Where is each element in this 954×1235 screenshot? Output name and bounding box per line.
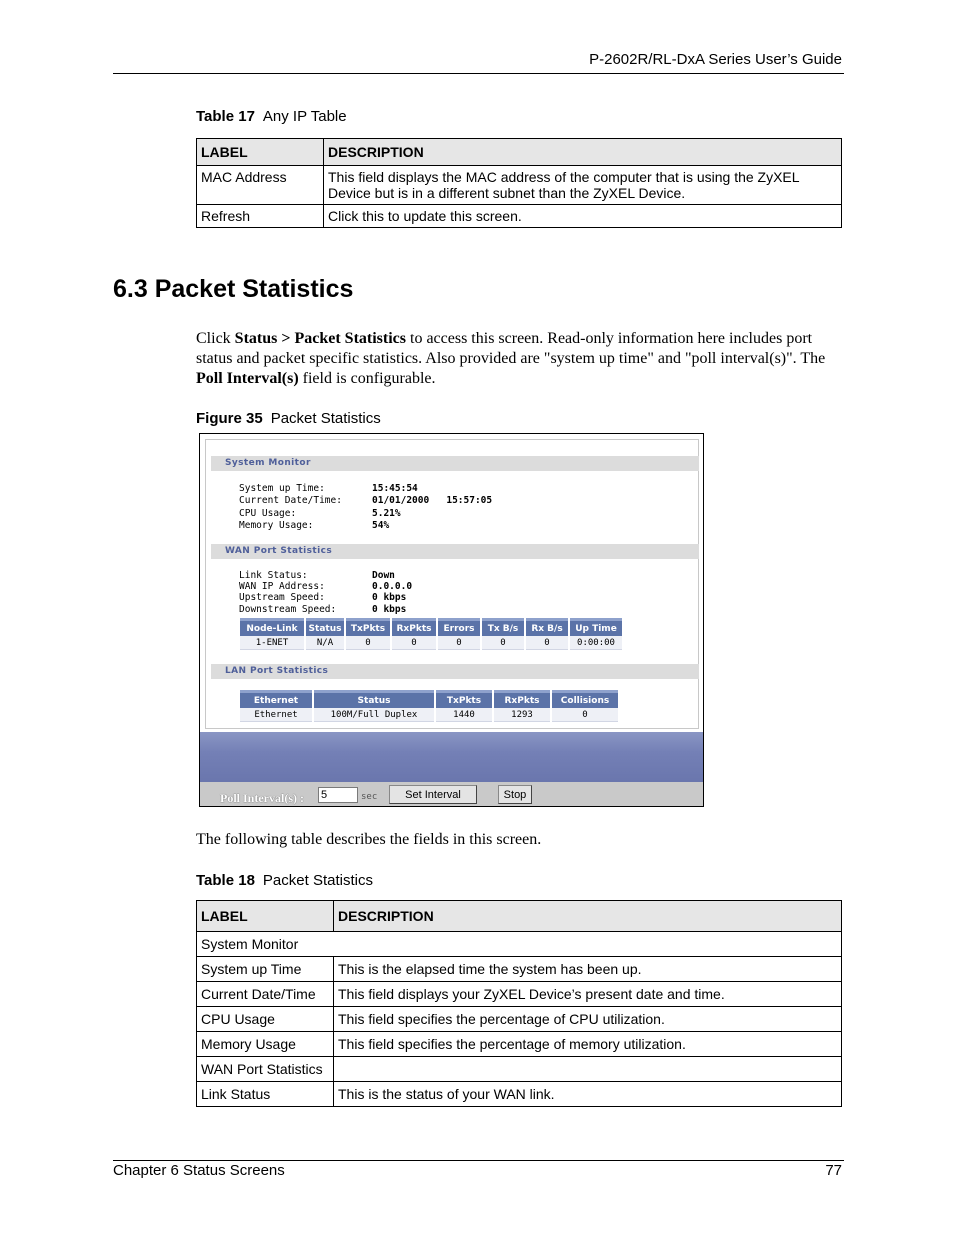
lan-cell: 100M/Full Duplex — [314, 708, 434, 722]
set-interval-button[interactable]: Set Interval — [389, 785, 477, 804]
table-row — [240, 636, 622, 650]
lan-cell: 1440 — [436, 708, 492, 722]
section-title: 6.3 Packet Statistics — [113, 275, 354, 303]
poll-interval-input[interactable] — [318, 787, 358, 803]
row-label: Memory Usage — [197, 1032, 334, 1057]
intro-text: to access this screen. Read-only information here includes port status and packet specific statistics. Also provided are "system up time" and "poll interval(s)". The — [196, 330, 826, 367]
wan-cell: 0 — [392, 636, 436, 650]
wan-column-header: Tx B/s — [482, 618, 524, 636]
description-column-header: DESCRIPTION — [324, 139, 842, 166]
poll-interval-label: Poll Interval(s) : — [220, 791, 304, 805]
table-row — [197, 205, 842, 228]
intro-text: field is configurable. — [298, 370, 436, 387]
wan-column-header: Errors — [438, 618, 480, 636]
label-column-header: LABEL — [197, 139, 324, 166]
poll-unit-label: sec — [361, 792, 378, 802]
lan-column-header: TxPkts — [436, 690, 492, 708]
wan-column-header: RxPkts — [392, 618, 436, 636]
table-caption-number: Table 18 — [196, 872, 255, 889]
table-caption-number: Table 17 — [196, 108, 255, 125]
row-label: MAC Address — [197, 166, 324, 205]
lan-table-header-row — [240, 690, 618, 708]
table-row — [197, 1082, 842, 1107]
menu-path: Status > Packet Statistics — [234, 330, 406, 347]
stat-label: Downstream Speed: — [239, 604, 337, 615]
figure-caption-title: Packet Statistics — [270, 410, 381, 427]
row-label: Current Date/Time — [197, 982, 334, 1007]
lan-column-header: Status — [314, 690, 434, 708]
table-header-row — [197, 901, 842, 932]
table-caption-title: Any IP Table — [262, 108, 347, 125]
lan-port-statistics-header: LAN Port Statistics — [211, 664, 699, 679]
table-18-caption — [196, 872, 373, 889]
row-description: Click this to update this screen. — [324, 205, 842, 228]
stop-button[interactable]: Stop — [498, 785, 532, 804]
stat-label: CPU Usage: — [239, 508, 297, 519]
wan-port-table — [238, 618, 624, 650]
figure-35-caption — [196, 410, 381, 427]
row-description — [334, 1057, 842, 1082]
packet-statistics-screenshot — [199, 433, 704, 807]
row-section-label: System Monitor — [197, 932, 842, 957]
table-header-row — [197, 139, 842, 166]
wan-column-header: Status — [306, 618, 344, 636]
lan-port-table — [238, 690, 620, 722]
wan-cell: 0 — [346, 636, 390, 650]
row-description: This field displays the MAC address of the computer that is using the ZyXEL Device but is in a different subnet than the ZyXEL Device. — [324, 166, 842, 205]
running-header: P-2602R/RL-DxA Series User’s Guide — [589, 51, 842, 68]
wan-column-header: TxPkts — [346, 618, 390, 636]
footer-chapter: Chapter 6 Status Screens — [113, 1162, 285, 1179]
row-label: WAN Port Statistics — [197, 1057, 334, 1082]
lan-column-header: Collisions — [552, 690, 618, 708]
wan-cell: N/A — [306, 636, 344, 650]
lan-column-header: RxPkts — [494, 690, 550, 708]
table-row — [240, 708, 618, 722]
table-row — [197, 982, 842, 1007]
intro-text: Click — [196, 330, 235, 347]
stat-value: 54% — [372, 520, 390, 531]
row-description: This field displays your ZyXEL Device’s present date and time. — [334, 982, 842, 1007]
stat-label: Current Date/Time: — [239, 495, 342, 506]
table-row — [197, 1057, 842, 1082]
lan-cell: 1293 — [494, 708, 550, 722]
row-label: CPU Usage — [197, 1007, 334, 1032]
label-column-header: LABEL — [197, 901, 334, 932]
row-description: This field specifies the percentage of memory utilization. — [334, 1032, 842, 1057]
wan-cell: 0 — [438, 636, 480, 650]
wan-column-header: Node-Link — [240, 618, 304, 636]
wan-cell: 0 — [482, 636, 524, 650]
lan-cell: 0 — [552, 708, 618, 722]
description-column-header: DESCRIPTION — [334, 901, 842, 932]
row-description: This is the elapsed time the system has been up. — [334, 957, 842, 982]
table-row — [197, 166, 842, 205]
row-label: Link Status — [197, 1082, 334, 1107]
table-row — [197, 1032, 842, 1057]
wan-column-header: Rx B/s — [526, 618, 568, 636]
table-row — [197, 932, 842, 957]
stat-value: Down — [372, 570, 395, 581]
following-text: The following table describes the fields in this screen. — [196, 831, 542, 848]
statistics-panel — [205, 439, 699, 729]
stat-label: System up Time: — [239, 483, 325, 494]
wan-cell: 1-ENET — [240, 636, 304, 650]
stat-label: WAN IP Address: — [239, 581, 325, 592]
wan-table-header-row — [240, 618, 622, 636]
row-label: System up Time — [197, 957, 334, 982]
packet-statistics-table — [196, 900, 842, 1107]
any-ip-table — [196, 138, 842, 228]
stat-value: 5.21% — [372, 508, 401, 519]
stat-label: Upstream Speed: — [239, 592, 325, 603]
wan-cell: 0:00:00 — [570, 636, 622, 650]
footer-rule — [113, 1160, 844, 1161]
stat-value: 15:45:54 — [372, 483, 418, 494]
row-description: This is the status of your WAN link. — [334, 1082, 842, 1107]
table-row — [197, 1007, 842, 1032]
table-caption-title: Packet Statistics — [262, 872, 373, 889]
stat-label: Link Status: — [239, 570, 308, 581]
wan-port-statistics-header: WAN Port Statistics — [211, 544, 699, 559]
stat-value: 01/01/2000 15:57:05 — [372, 495, 493, 506]
wan-cell: 0 — [526, 636, 568, 650]
page-number: 77 — [825, 1162, 842, 1179]
stat-value: 0 kbps — [372, 592, 407, 603]
intro-paragraph — [196, 329, 836, 389]
wan-column-header: Up Time — [570, 618, 622, 636]
poll-interval-term: Poll Interval(s) — [196, 370, 299, 387]
row-description: This field specifies the percentage of CPU utilization. — [334, 1007, 842, 1032]
system-monitor-header: System Monitor — [211, 456, 699, 471]
table-17-caption — [196, 108, 347, 125]
lan-cell: Ethernet — [240, 708, 312, 722]
table-row — [197, 957, 842, 982]
row-label: Refresh — [197, 205, 324, 228]
stat-value: 0.0.0.0 — [372, 581, 413, 592]
lan-column-header: Ethernet — [240, 690, 312, 708]
header-rule — [113, 73, 844, 74]
stat-value: 0 kbps — [372, 604, 407, 615]
background-banner — [200, 732, 703, 782]
stat-label: Memory Usage: — [239, 520, 314, 531]
figure-caption-number: Figure 35 — [196, 410, 263, 427]
